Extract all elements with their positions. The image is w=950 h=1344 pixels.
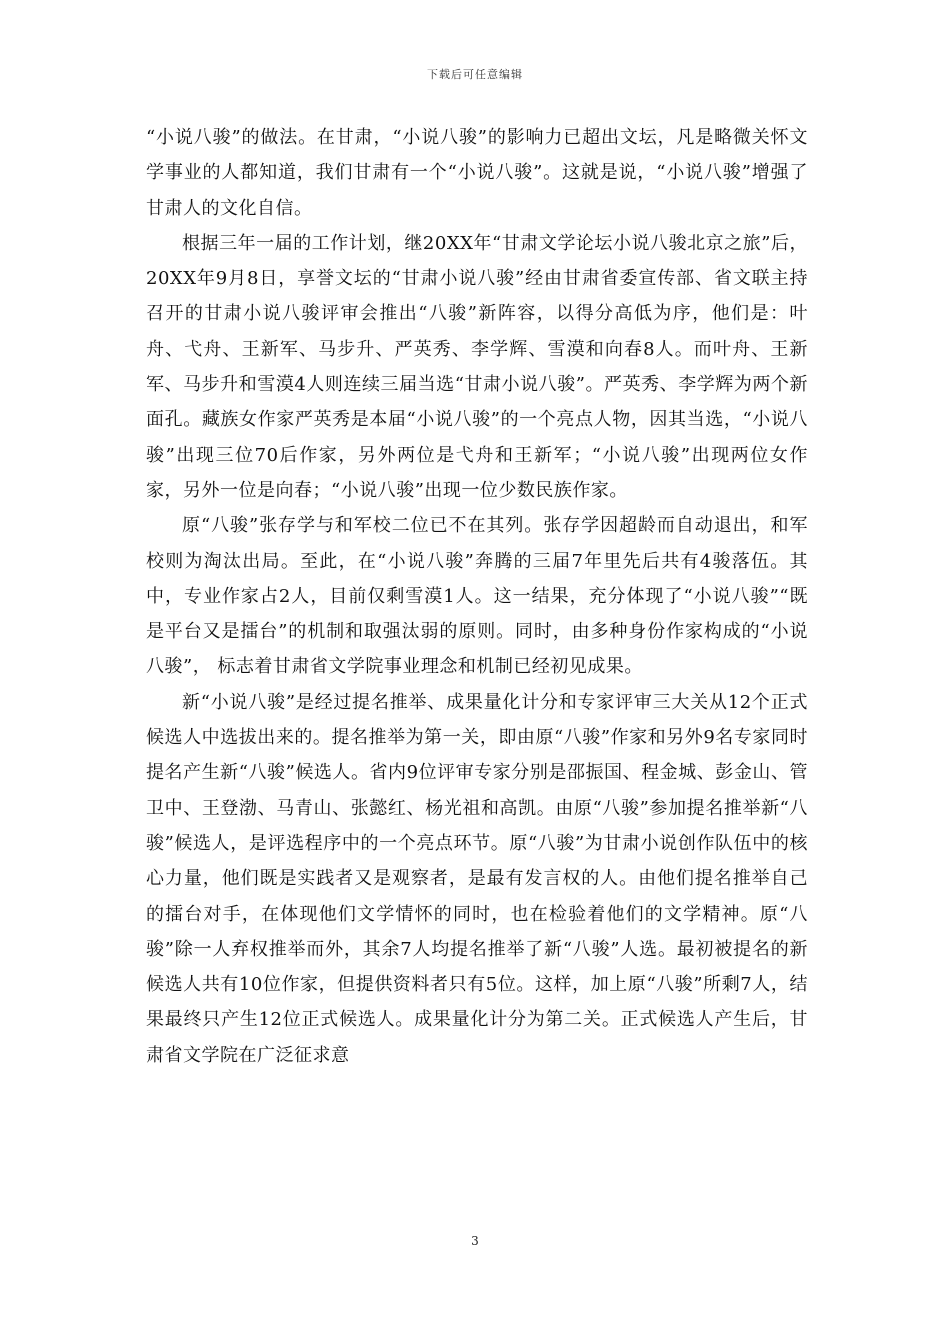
- paragraph-continuation: “小说八骏”的做法。在甘肃，“小说八骏”的影响力已超出文坛，凡是略微关怀文学事业的人都知道，我们甘肃有一个“小说八骏”。这就是说，“小说八骏”增强了甘肃人的文化自信。: [146, 127, 808, 219]
- page-header: 下载后可任意编辑: [427, 68, 523, 81]
- paragraph-selection-process: 新“小说八骏”是经过提名推举、成果量化计分和专家评审三大关从12个正式候选人中选拔出来的。提名推举为第一关，即由原“八骏”作家和另外9名专家同时提名产生新“八骏”候选人。省内9位评审专家分别是邵振国、程金城、彭金山、管卫中、王登渤、马青山、张懿红、杨光祖和高凯。由原“八骏”参加提名推举新“八骏”候选人，是评选程序中的一个亮点环节。原“八骏”为甘肃小说创作队伍中的核心力量，他们既是实践者又是观察者，是最有发言权的人。由他们提名推举自己的擂台对手，在体现他们文学情怀的同时，也在检验着他们的文学精神。原“八骏”除一人弃权推举而外，其余7人均提名推举了新“八骏”人选。最初被提名的新候选人共有10位作家，但提供资料者只有5位。这样，加上原“八骏”所剩7人，结果最终只产生12位正式候选人。成果量化计分为第二关。正式候选人产生后，甘肃省文学院在广泛征求意: [146, 691, 808, 1066]
- paragraph-former-members: 原“八骏”张存学与和军校二位已不在其列。张存学因超龄而自动退出，和军校则为淘汰出局。至此，在“小说八骏”奔腾的三届7年里先后共有4骏落伍。其中，专业作家占2人，目前仅剩雪漠1人。这一结果，充分体现了“小说八骏”“既是平台又是擂台”的机制和取强汰弱的原则。同时，由多种身份作家构成的“小说八骏”， 标志着甘肃省文学院事业理念和机制已经初见成果。: [146, 515, 808, 678]
- page-number: 3: [471, 1234, 479, 1248]
- paragraph-new-lineup: 根据三年一届的工作计划，继20XX年“甘肃文学论坛小说八骏北京之旅”后，20XX年9月8日，享誉文坛的“甘肃小说八骏”经由甘肃省委宣传部、省文联主持召开的甘肃小说八骏评审会推出“八骏”新阵容，以得分高低为序，他们是：叶舟、弋舟、王新军、马步升、严英秀、李学辉、雪漠和向春8人。而叶舟、王新军、马步升和雪漠4人则连续三届当选“甘肃小说八骏”。严英秀、李学辉为两个新面孔。藏族女作家严英秀是本届“小说八骏”的一个亮点人物，因其当选，“小说八骏”出现三位70后作家，另外两位是弋舟和王新军；“小说八骏”出现两位女作家，另外一位是向春；“小说八骏”出现一位少数民族作家。: [146, 232, 808, 501]
- document-body: [146, 120, 808, 1073]
